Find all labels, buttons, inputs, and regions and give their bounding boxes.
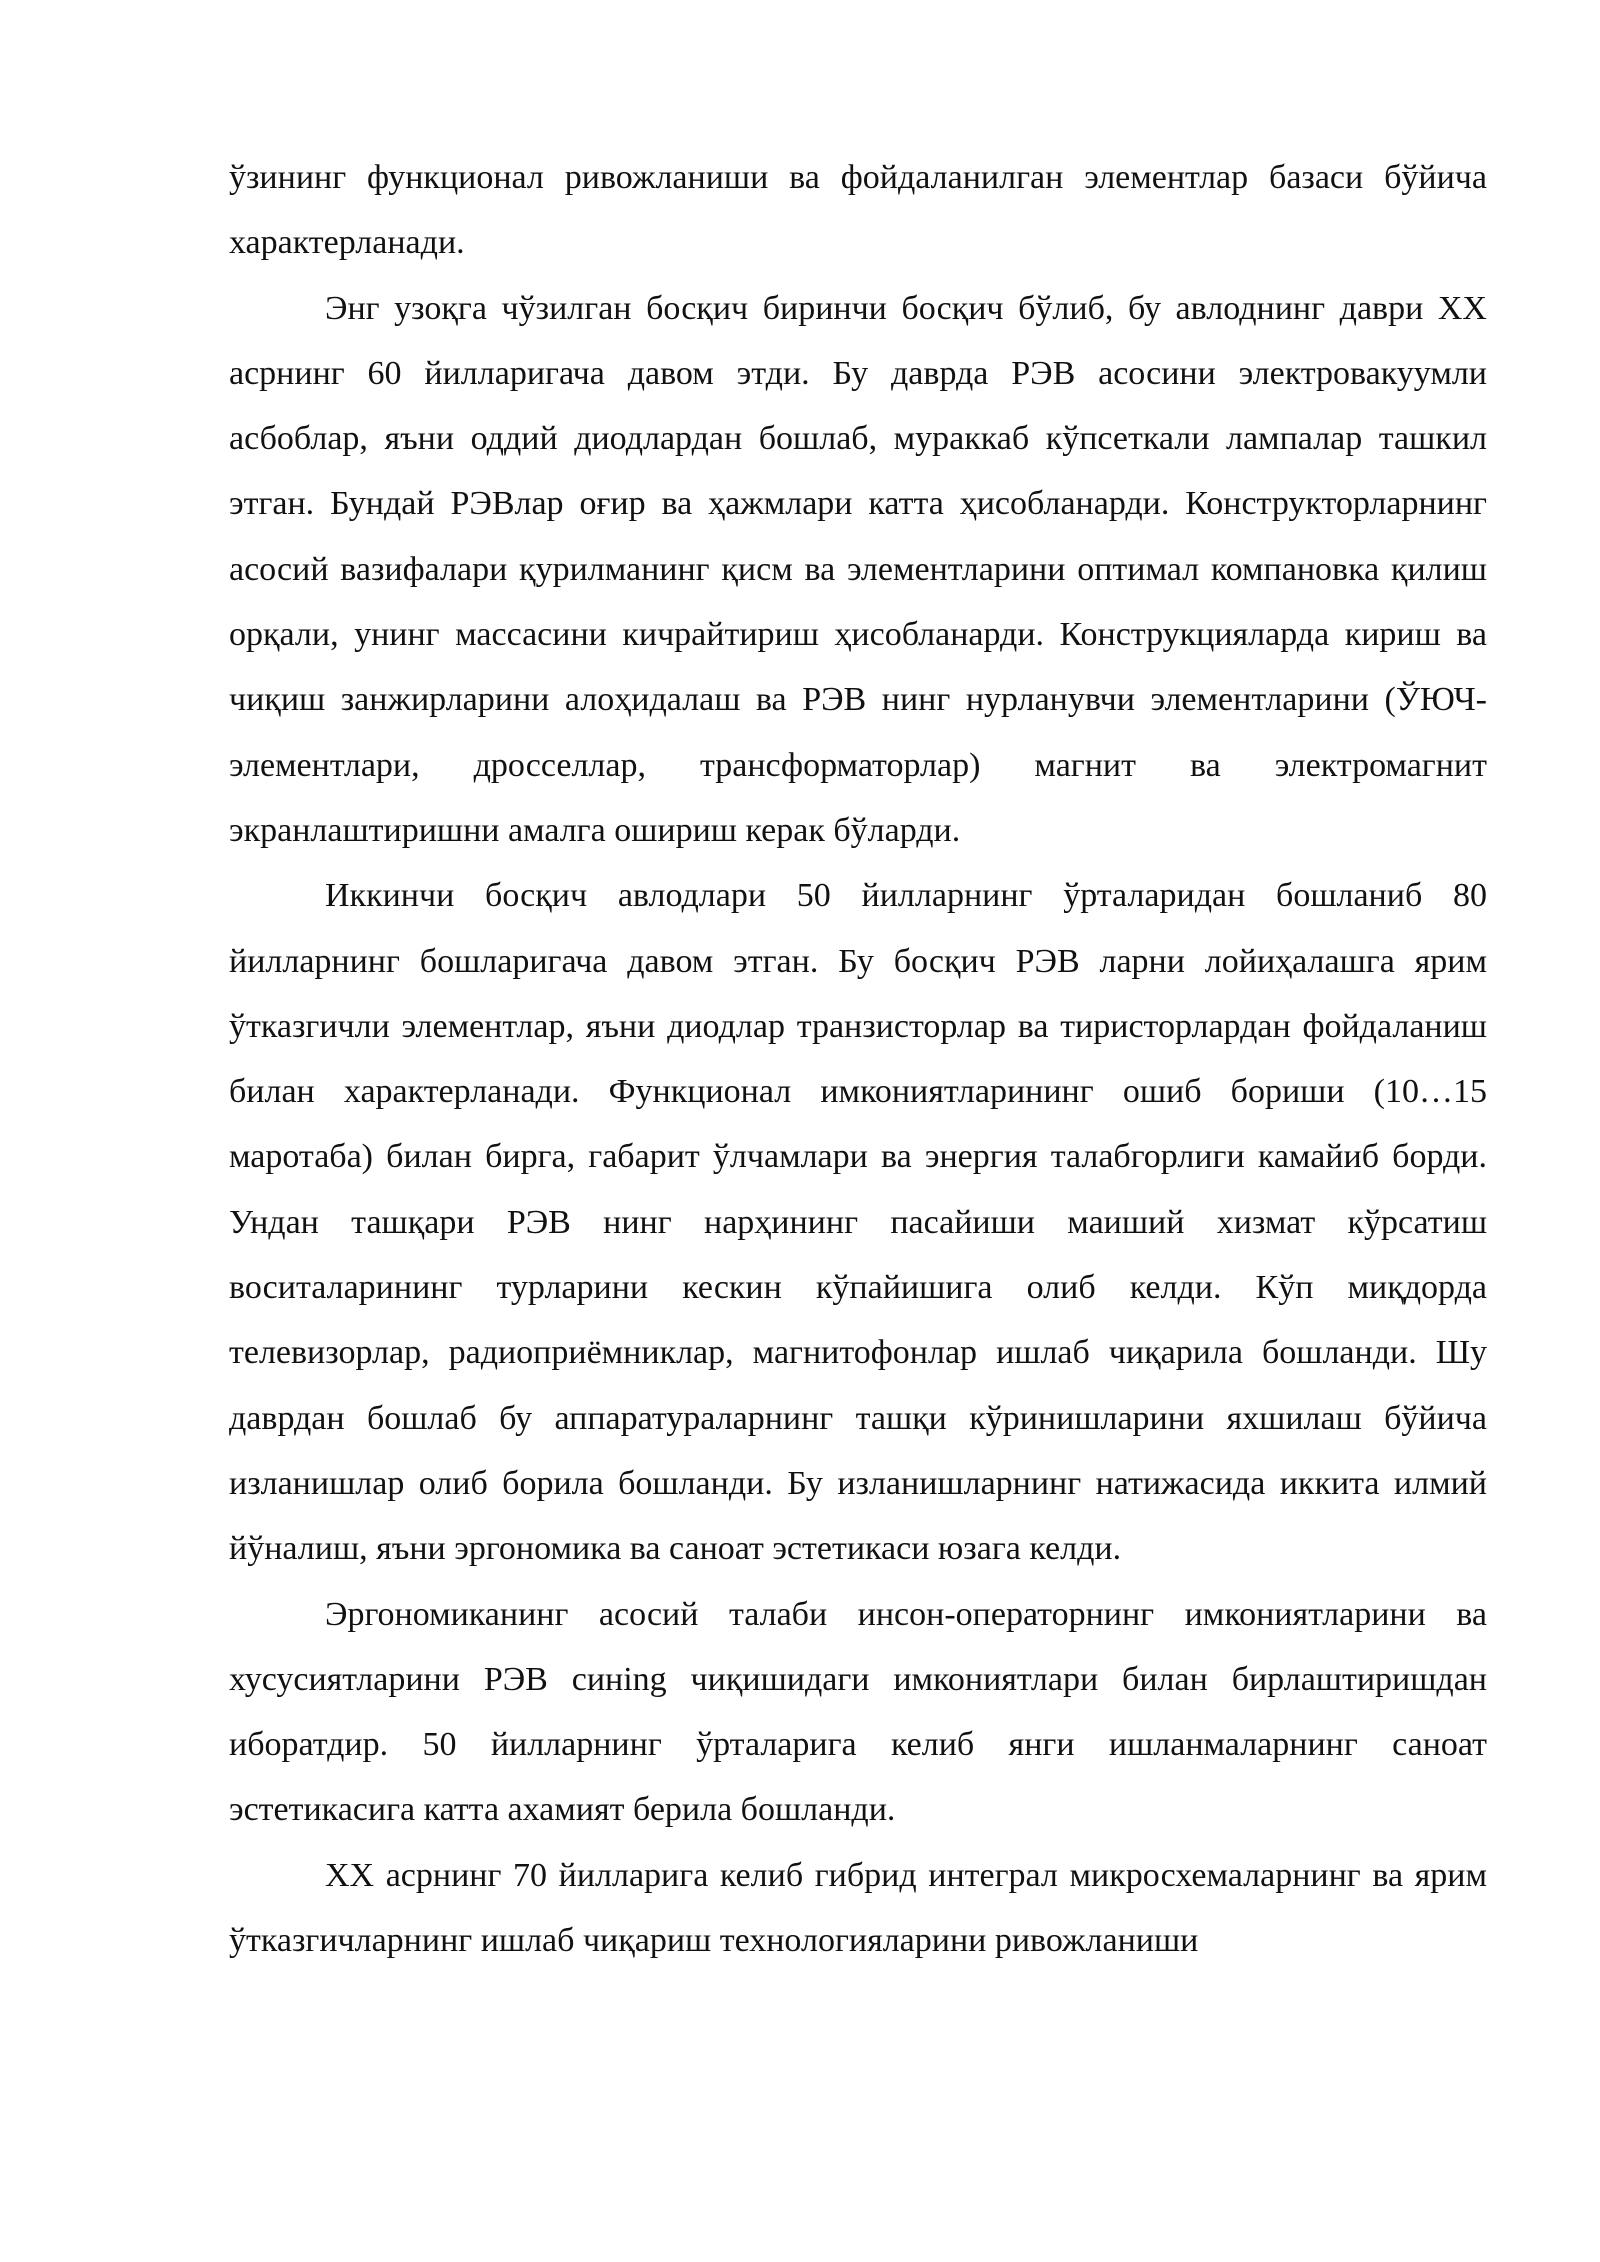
paragraph-first-stage: Энг узоқга чўзилган босқич биринчи босқич бўлиб, бу авлоднинг даври XX асрнинг 60 йилларигача давом этди. Бу даврда РЭВ асосини электровакуумли асбоблар, яъни оддий диодлардан бошлаб, мураккаб кўпсеткали лампалар ташкил этган. Бундай РЭВлар оғир ва ҳажмлари катта ҳисобланарди. Конструкторларнинг асосий вазифалари қурилманинг қисм ва элементларини оптимал компановка қилиш орқали, унинг массасини кичрайтириш ҳисобланарди. Конструкцияларда кириш ва чиқиш занжирларини алоҳидалаш ва РЭВ нинг нурланувчи элементларини (ЎЮЧ-элементлари, дросселлар, трансформаторлар) магнит ва электромагнит экранлаштиришни амалга ошириш керак бўларди. <box>229 289 1487 849</box>
paragraph-continuation: ўзининг функционал ривожланиши ва фойдаланилган элементлар базаси бўйича характерланади. <box>229 159 1487 262</box>
paragraph-second-stage: Иккинчи босқич авлодлари 50 йилларнинг ўрталаридан бошланиб 80 йилларнинг бошларигача давом этган. Бу босқич РЭВ ларни лойиҳалашга ярим ўтказгичли элементлар, яъни диодлар транзисторлар ва тиристорлардан фойдаланиш билан характерланади. Функционал имкониятларининг ошиб бориши (10…15 маротаба) билан бирга, габарит ўлчамлари ва энергия талабгорлиги камайиб борди. Ундан ташқари РЭВ нинг нарҳининг пасайиши маиший хизмат кўрсатиш воситаларининг турларини кескин кўпайишига олиб келди. Кўп миқдорда телевизорлар, радиоприёмниклар, магнитофонлар ишлаб чиқарила бошланди. Шу даврдан бошлаб бу аппаратураларнинг ташқи кўринишларини яхшилаш бўйича изланишлар олиб борила бошланди. Бу изланишларнинг натижасида иккита илмий йўналиш, яъни эргономика ва саноат эстетикаси юзага келди. <box>229 877 1487 1568</box>
document-body <box>229 145 1487 1973</box>
paragraph-seventies: XX асрнинг 70 йилларига келиб гибрид интеграл микросхемаларнинг ва ярим ўтказгичларнинг ишлаб чиқариш технологияларини ривожланиши <box>229 1856 1487 1960</box>
paragraph-ergonomics: Эргономиканинг асосий талаби инсон-операторнинг имкониятларини ва хусусиятларини РЭВ синing чиқишидаги имкониятлари билан бирлаштиришдан иборатдир. 50 йилларнинг ўрталарига келиб янги ишланмаларнинг саноат эстетикасига катта ахамият берила бошланди. <box>229 1595 1487 1829</box>
